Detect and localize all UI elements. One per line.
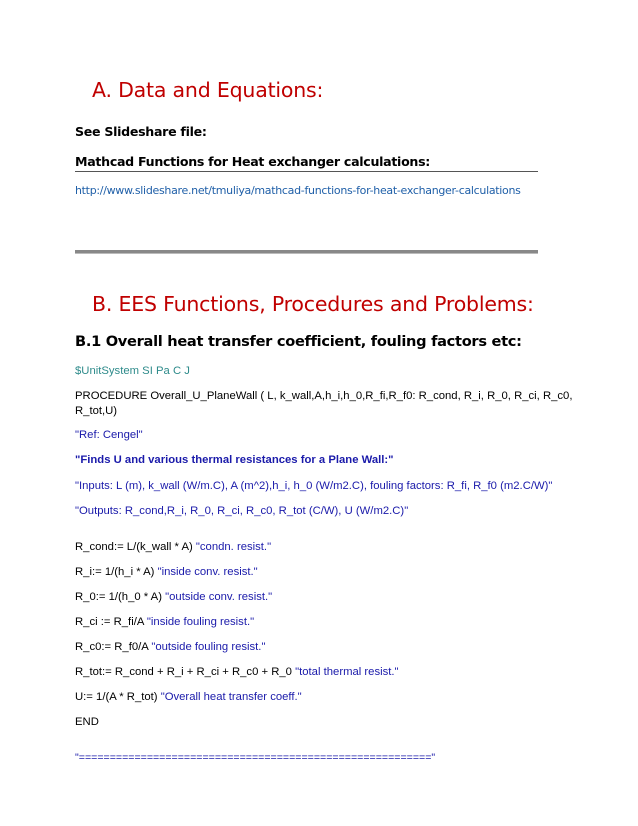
- equation-comment: "condn. resist.": [195, 541, 272, 553]
- equation-comment: "Overall heat transfer coeff.": [160, 691, 302, 703]
- mathcad-title: Mathcad Functions for Heat exchanger calculations:: [75, 154, 431, 169]
- equation-comment: "inside conv. resist.": [157, 566, 258, 578]
- inputs-comment: "Inputs: L (m), k_wall (W/m.C), A (m^2),h_i, h_0 (W/m2.C), fouling factors: R_fi, R_f0 (m2.C/W)": [75, 480, 553, 492]
- equation-line: U:= 1/(A * R_tot) "Overall heat transfer coeff.": [75, 691, 302, 703]
- procedure-line-2: R_tot,U): [75, 405, 118, 417]
- unit-system-line: $UnitSystem SI Pa C J: [75, 365, 190, 377]
- outputs-comment: "Outputs: R_cond,R_i, R_0, R_ci, R_c0, R_tot (C/W), U (W/m2.C)": [75, 505, 409, 517]
- equation-comment: "total thermal resist.": [295, 666, 399, 678]
- equation-line: R_i:= 1/(h_i * A) "inside conv. resist.": [75, 566, 258, 578]
- separator-comment: "=========================================================": [75, 752, 436, 764]
- equation-comment: "inside fouling resist.": [146, 616, 255, 628]
- equation-line: R_0:= 1/(h_0 * A) "outside conv. resist.": [75, 591, 273, 603]
- ref-comment: "Ref: Cengel": [75, 429, 143, 441]
- finds-comment: "Finds U and various thermal resistances for a Plane Wall:": [75, 454, 394, 466]
- equation-line: R_c0:= R_f0/A "outside fouling resist.": [75, 641, 266, 653]
- equation-line: R_cond:= L/(k_wall * A) "condn. resist.": [75, 541, 272, 553]
- section-divider: [75, 250, 538, 254]
- slideshare-link[interactable]: http://www.slideshare.net/tmuliya/mathcad-functions-for-heat-exchanger-calculations: [75, 184, 521, 197]
- equation-comment: "outside fouling resist.": [151, 641, 266, 653]
- slideshare-note: See Slideshare file:: [75, 124, 207, 139]
- equation-line: R_tot:= R_cond + R_i + R_ci + R_c0 + R_0 "total thermal resist.": [75, 666, 399, 678]
- divider-line: [75, 171, 538, 172]
- subsection-b1-heading: B.1 Overall heat transfer coefficient, fouling factors etc:: [75, 333, 522, 350]
- end-keyword: END: [75, 716, 99, 728]
- equation-comment: "outside conv. resist.": [165, 591, 273, 603]
- section-b-heading: B. EES Functions, Procedures and Problems:: [92, 292, 534, 316]
- procedure-line-1: PROCEDURE Overall_U_PlaneWall ( L, k_wall,A,h_i,h_0,R_fi,R_f0: R_cond, R_i, R_0, R_ci, R_c0,: [75, 390, 573, 402]
- section-a-heading: A. Data and Equations:: [92, 78, 324, 102]
- equation-line: R_ci := R_fi/A "inside fouling resist.": [75, 616, 255, 628]
